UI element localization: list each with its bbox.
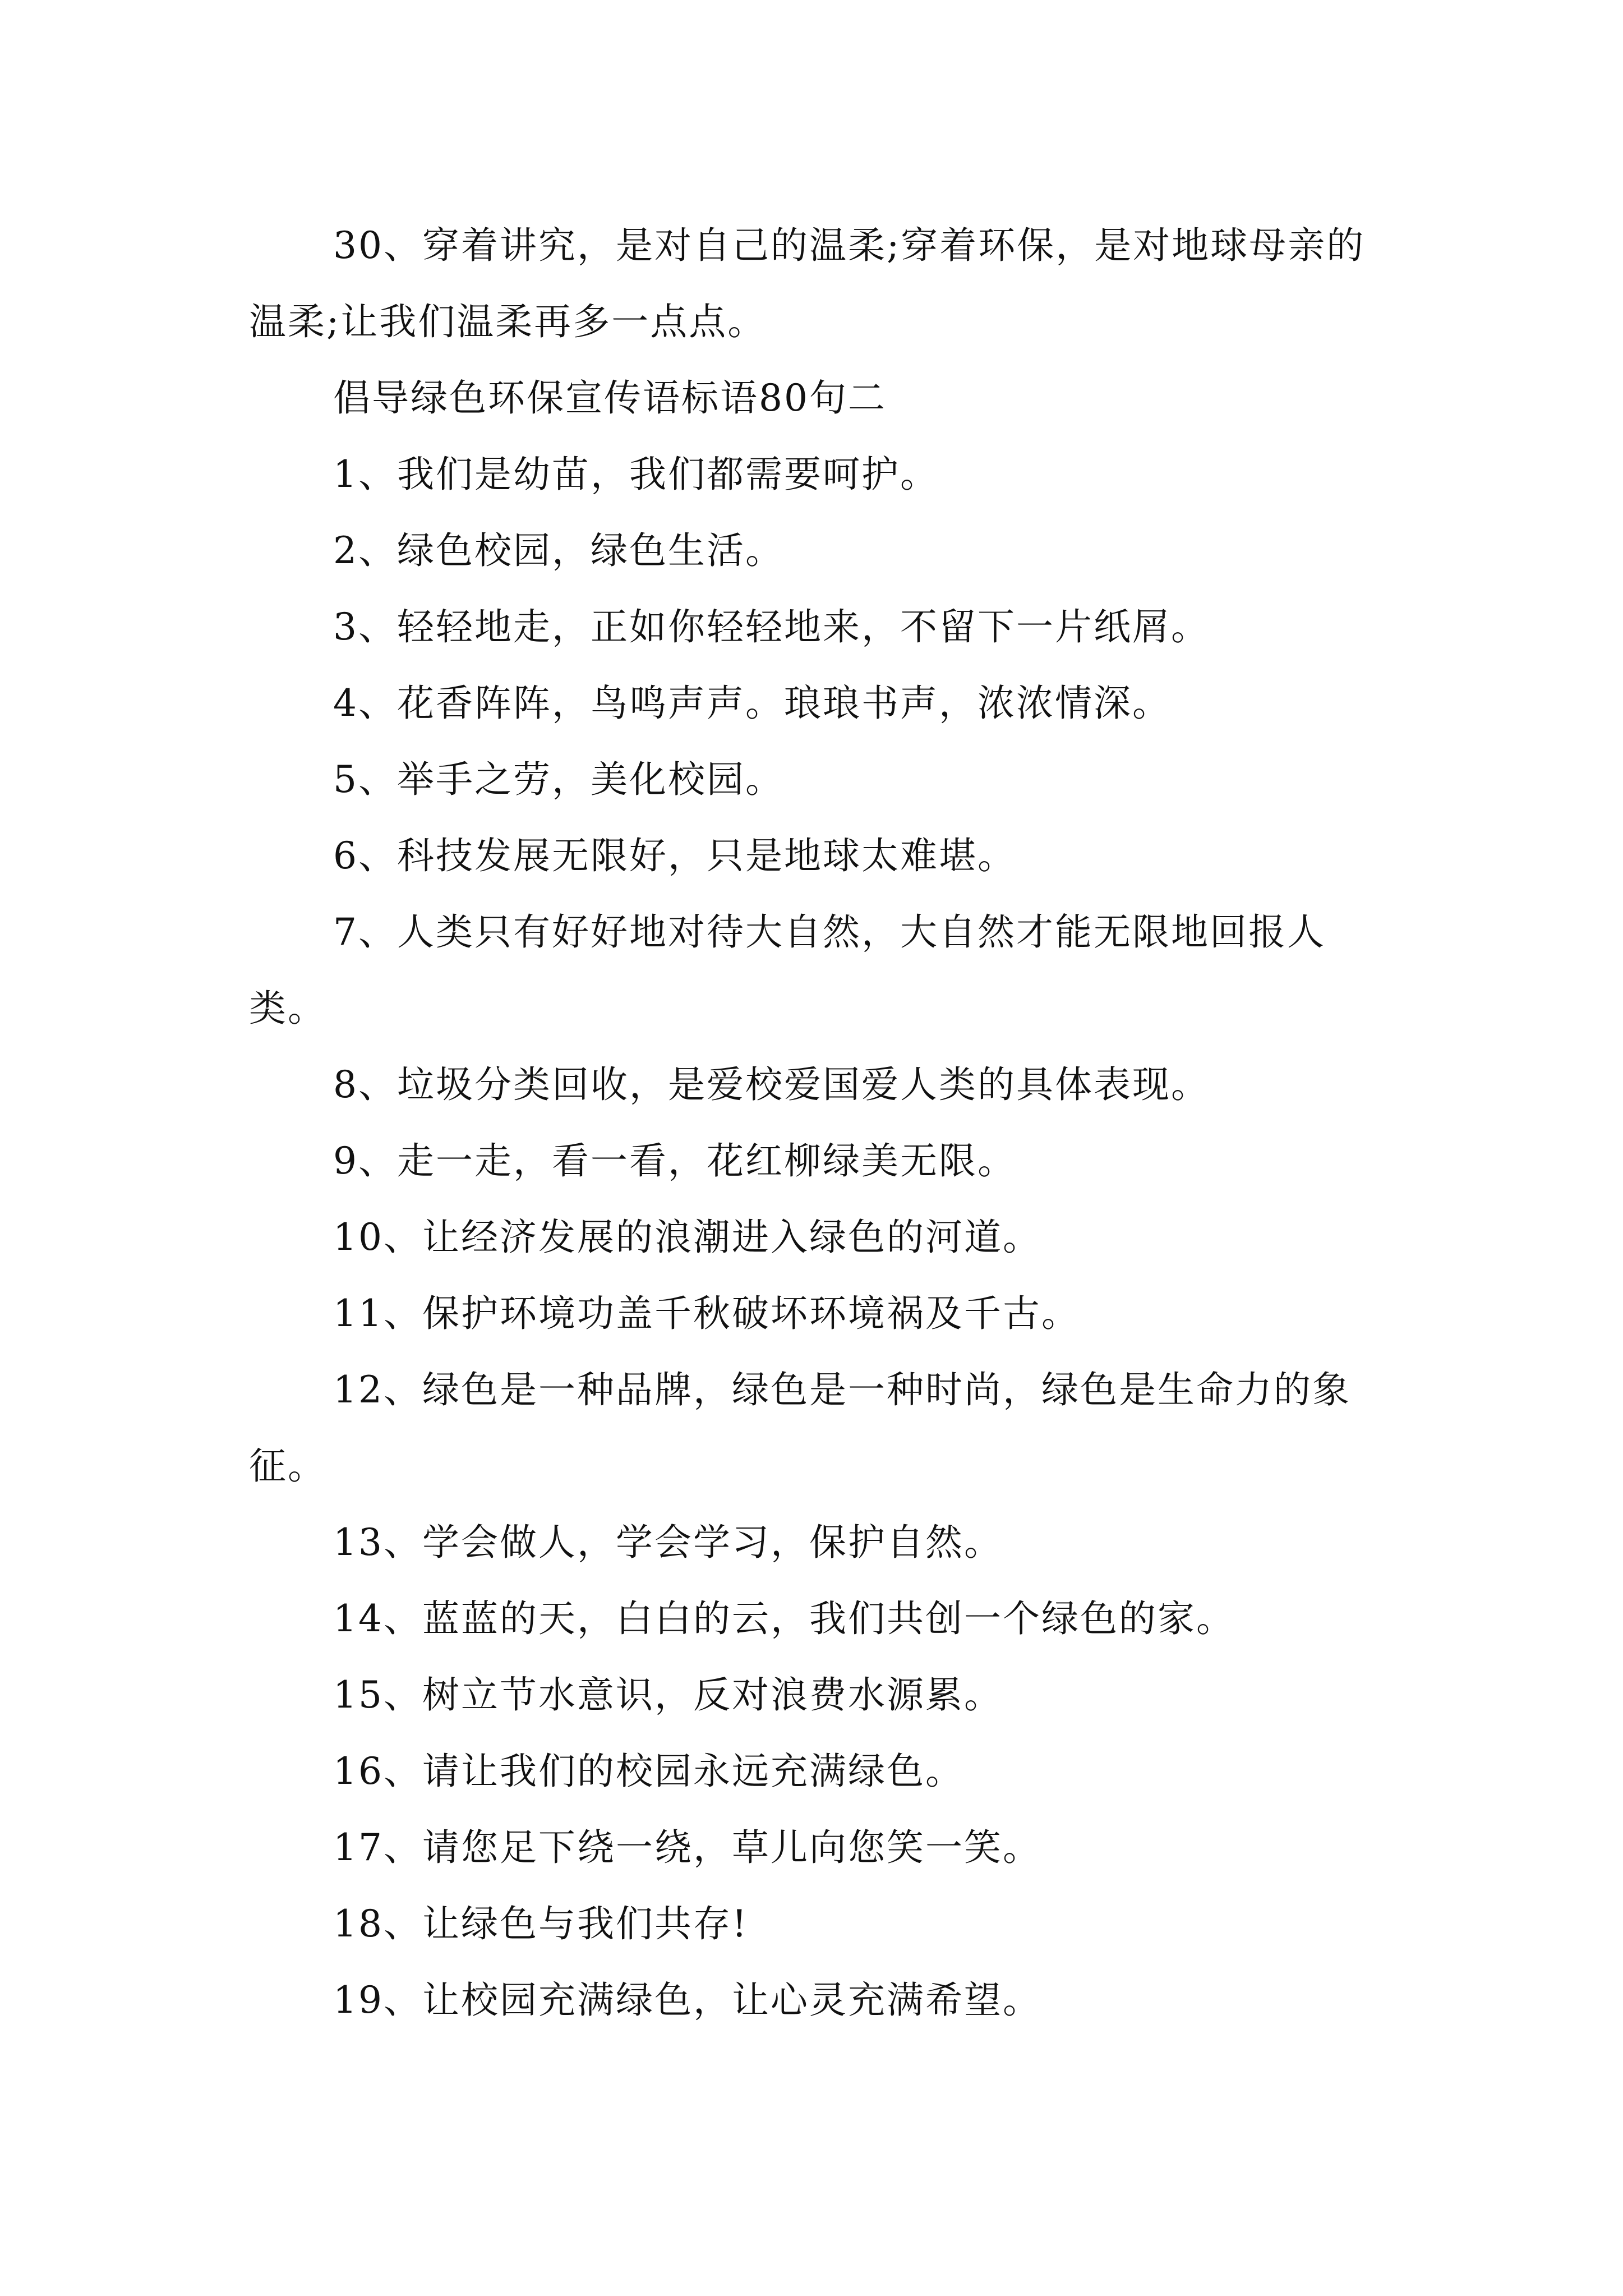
- paragraph-item-1: 1、我们是幼苗，我们都需要呵护。: [333, 453, 939, 496]
- paragraph-item-12: 12、绿色是一种品牌，绿色是一种时尚，绿色是生命力的象征。: [249, 1368, 1351, 1488]
- paragraph-item-10: 10、让经济发展的浪潮进入绿色的河道。: [333, 1216, 1041, 1259]
- document-body: [249, 208, 1382, 2039]
- paragraph-item-3: 3、轻轻地走，正如你轻轻地来，不留下一片纸屑。: [333, 605, 1210, 648]
- section-heading: 倡导绿色环保宣传语标语80句二: [333, 376, 887, 420]
- paragraph-item-14: 14、蓝蓝的天，白白的云，我们共创一个绿色的家。: [333, 1597, 1235, 1640]
- paragraph-item-4: 4、花香阵阵，鸟鸣声声。琅琅书声，浓浓情深。: [333, 682, 1171, 725]
- paragraph-item-11: 11、保护环境功盖千秋破坏环境祸及千古。: [333, 1292, 1080, 1335]
- paragraph-item-6: 6、科技发展无限好，只是地球太难堪。: [333, 834, 1016, 877]
- paragraph-item-13: 13、学会做人，学会学习，保护自然。: [333, 1521, 1003, 1564]
- paragraph-item-2: 2、绿色校园，绿色生活。: [333, 529, 784, 572]
- paragraph-item-5: 5、举手之劳，美化校园。: [333, 758, 784, 801]
- paragraph-item-8: 8、垃圾分类回收，是爱校爱国爱人类的具体表现。: [333, 1063, 1210, 1106]
- paragraph-item-18: 18、让绿色与我们共存!: [333, 1902, 749, 1945]
- paragraph-item-15: 15、树立节水意识，反对浪费水源累。: [333, 1673, 1003, 1717]
- paragraph-item-19: 19、让校园充满绿色，让心灵充满希望。: [333, 1978, 1041, 2022]
- paragraph-item-9: 9、走一走，看一看，花红柳绿美无限。: [333, 1139, 1016, 1182]
- paragraph-item-17: 17、请您足下绕一绕，草儿向您笑一笑。: [333, 1826, 1041, 1869]
- paragraph-item-16: 16、请让我们的校园永远充满绿色。: [333, 1750, 964, 1793]
- paragraph-item-7: 7、人类只有好好地对待大自然，大自然才能无限地回报人类。: [249, 910, 1326, 1030]
- paragraph-item-30: 30、穿着讲究，是对自己的温柔;穿着环保，是对地球母亲的温柔;让我们温柔再多一点点。: [249, 224, 1366, 343]
